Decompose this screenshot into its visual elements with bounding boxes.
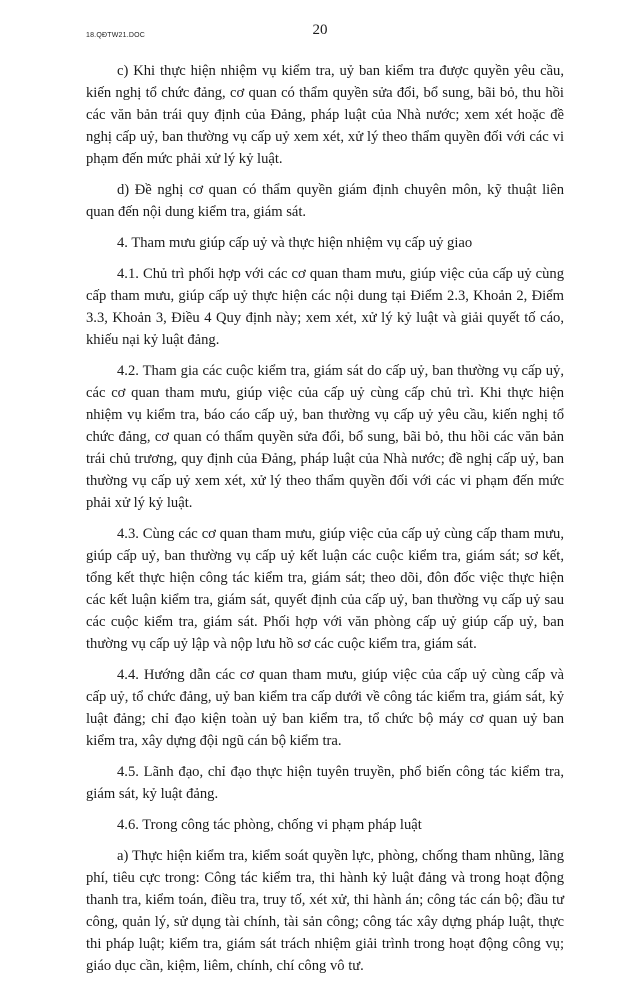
paragraph-4-6-heading: 4.6. Trong công tác phòng, chống vi phạm pháp luật bbox=[117, 817, 422, 833]
paragraph-4-4: 4.4. Hướng dẫn các cơ quan tham mưu, giúp việc của cấp uỷ cùng cấp và cấp uỷ, tổ chức đảng, uỷ ban kiểm tra cấp dưới về công tác kiểm tra, giám sát, kỷ luật đảng; chỉ đạo kiện toàn uỷ ban kiểm tra, tổ chức bộ máy cơ quan uỷ ban kiểm tra, xây dựng đội ngũ cán bộ kiểm tra. bbox=[86, 667, 564, 749]
paragraph-4-2: 4.2. Tham gia các cuộc kiểm tra, giám sát do cấp uỷ, ban thường vụ cấp uỷ, các cơ quan tham mưu, giúp việc của cấp uỷ cùng cấp chủ trì. Khi thực hiện nhiệm vụ kiểm tra, báo cáo cấp uỷ, ban thường vụ cấp uỷ yêu cầu, kiến nghị tổ chức đảng, cơ quan có thẩm quyền sửa đổi, bổ sung, bãi bỏ, thu hồi các văn bản trái chủ trương, quy định của Đảng, pháp luật của Nhà nước; đề nghị cấp uỷ, ban thường vụ cấp uỷ xem xét, xử lý theo thẩm quyền đối với các vi phạm đến mức phải xử lý kỷ luật. bbox=[86, 363, 564, 511]
section-heading-4: 4. Tham mưu giúp cấp uỷ và thực hiện nhiệm vụ cấp uỷ giao bbox=[117, 235, 473, 251]
file-code: 18.QĐTW21.DOC bbox=[86, 32, 145, 39]
document-body bbox=[86, 60, 564, 986]
page-number: 20 bbox=[312, 22, 328, 38]
paragraph-4-5: 4.5. Lãnh đạo, chỉ đạo thực hiện tuyên truyền, phổ biến công tác kiểm tra, giám sát, kỷ luật đảng. bbox=[86, 764, 564, 802]
paragraph-c-inspection-rights: c) Khi thực hiện nhiệm vụ kiểm tra, uỷ ban kiểm tra được quyền yêu cầu, kiến nghị tổ chức đảng, cơ quan có thẩm quyền sửa đổi, bổ sung, bãi bỏ, thu hồi các văn bản trái quy định của Đảng, pháp luật của Nhà nước; xem xét hoặc đề nghị cấp uỷ, ban thường vụ cấp uỷ xem xét, xử lý theo thẩm quyền đối với các vi phạm đến mức phải xử lý kỷ luật. bbox=[86, 63, 564, 167]
paragraph-4-3: 4.3. Cùng các cơ quan tham mưu, giúp việc của cấp uỷ cùng cấp tham mưu, giúp cấp uỷ, ban thường vụ cấp uỷ kết luận các cuộc kiểm tra, giám sát; sơ kết, tổng kết thực hiện công tác kiểm tra, giám sát; theo dõi, đôn đốc việc thực hiện các kết luận kiểm tra, giám sát, quyết định của cấp uỷ, ban thường vụ cấp uỷ sau các cuộc kiểm tra, giám sát. Phối hợp với văn phòng cấp uỷ giúp cấp uỷ, ban thường vụ cấp uỷ lập và nộp lưu hồ sơ các cuộc kiểm tra, giám sát. bbox=[86, 526, 564, 652]
paragraph-4-6-a: a) Thực hiện kiểm tra, kiểm soát quyền lực, phòng, chống tham nhũng, lãng phí, tiêu cực trong: Công tác kiểm tra, thi hành kỷ luật đảng và trong hoạt động thanh tra, kiểm toán, điều tra, truy tố, xét xử, thi hành án; công tác cán bộ; đầu tư công, quản lý, sử dụng tài chính, tài sản công; công tác xây dựng pháp luật, thực thi pháp luật; kiểm tra, giám sát trách nhiệm giải trình trong hoạt động công vụ; giáo dục cần, kiệm, liêm, chính, chí công vô tư. bbox=[86, 848, 564, 974]
paragraph-4-1: 4.1. Chủ trì phối hợp với các cơ quan tham mưu, giúp việc của cấp uỷ cùng cấp tham mưu, giúp cấp uỷ thực hiện các nội dung tại Điểm 2.3, Khoản 2, Điểm 3.3, Khoản 3, Điều 4 Quy định này; xem xét, xử lý kỷ luật và giải quyết tố cáo, khiếu nại kỷ luật đảng. bbox=[86, 266, 564, 348]
paragraph-d-expert-assessment: d) Đề nghị cơ quan có thẩm quyền giám định chuyên môn, kỹ thuật liên quan đến nội dung kiểm tra, giám sát. bbox=[86, 182, 564, 220]
